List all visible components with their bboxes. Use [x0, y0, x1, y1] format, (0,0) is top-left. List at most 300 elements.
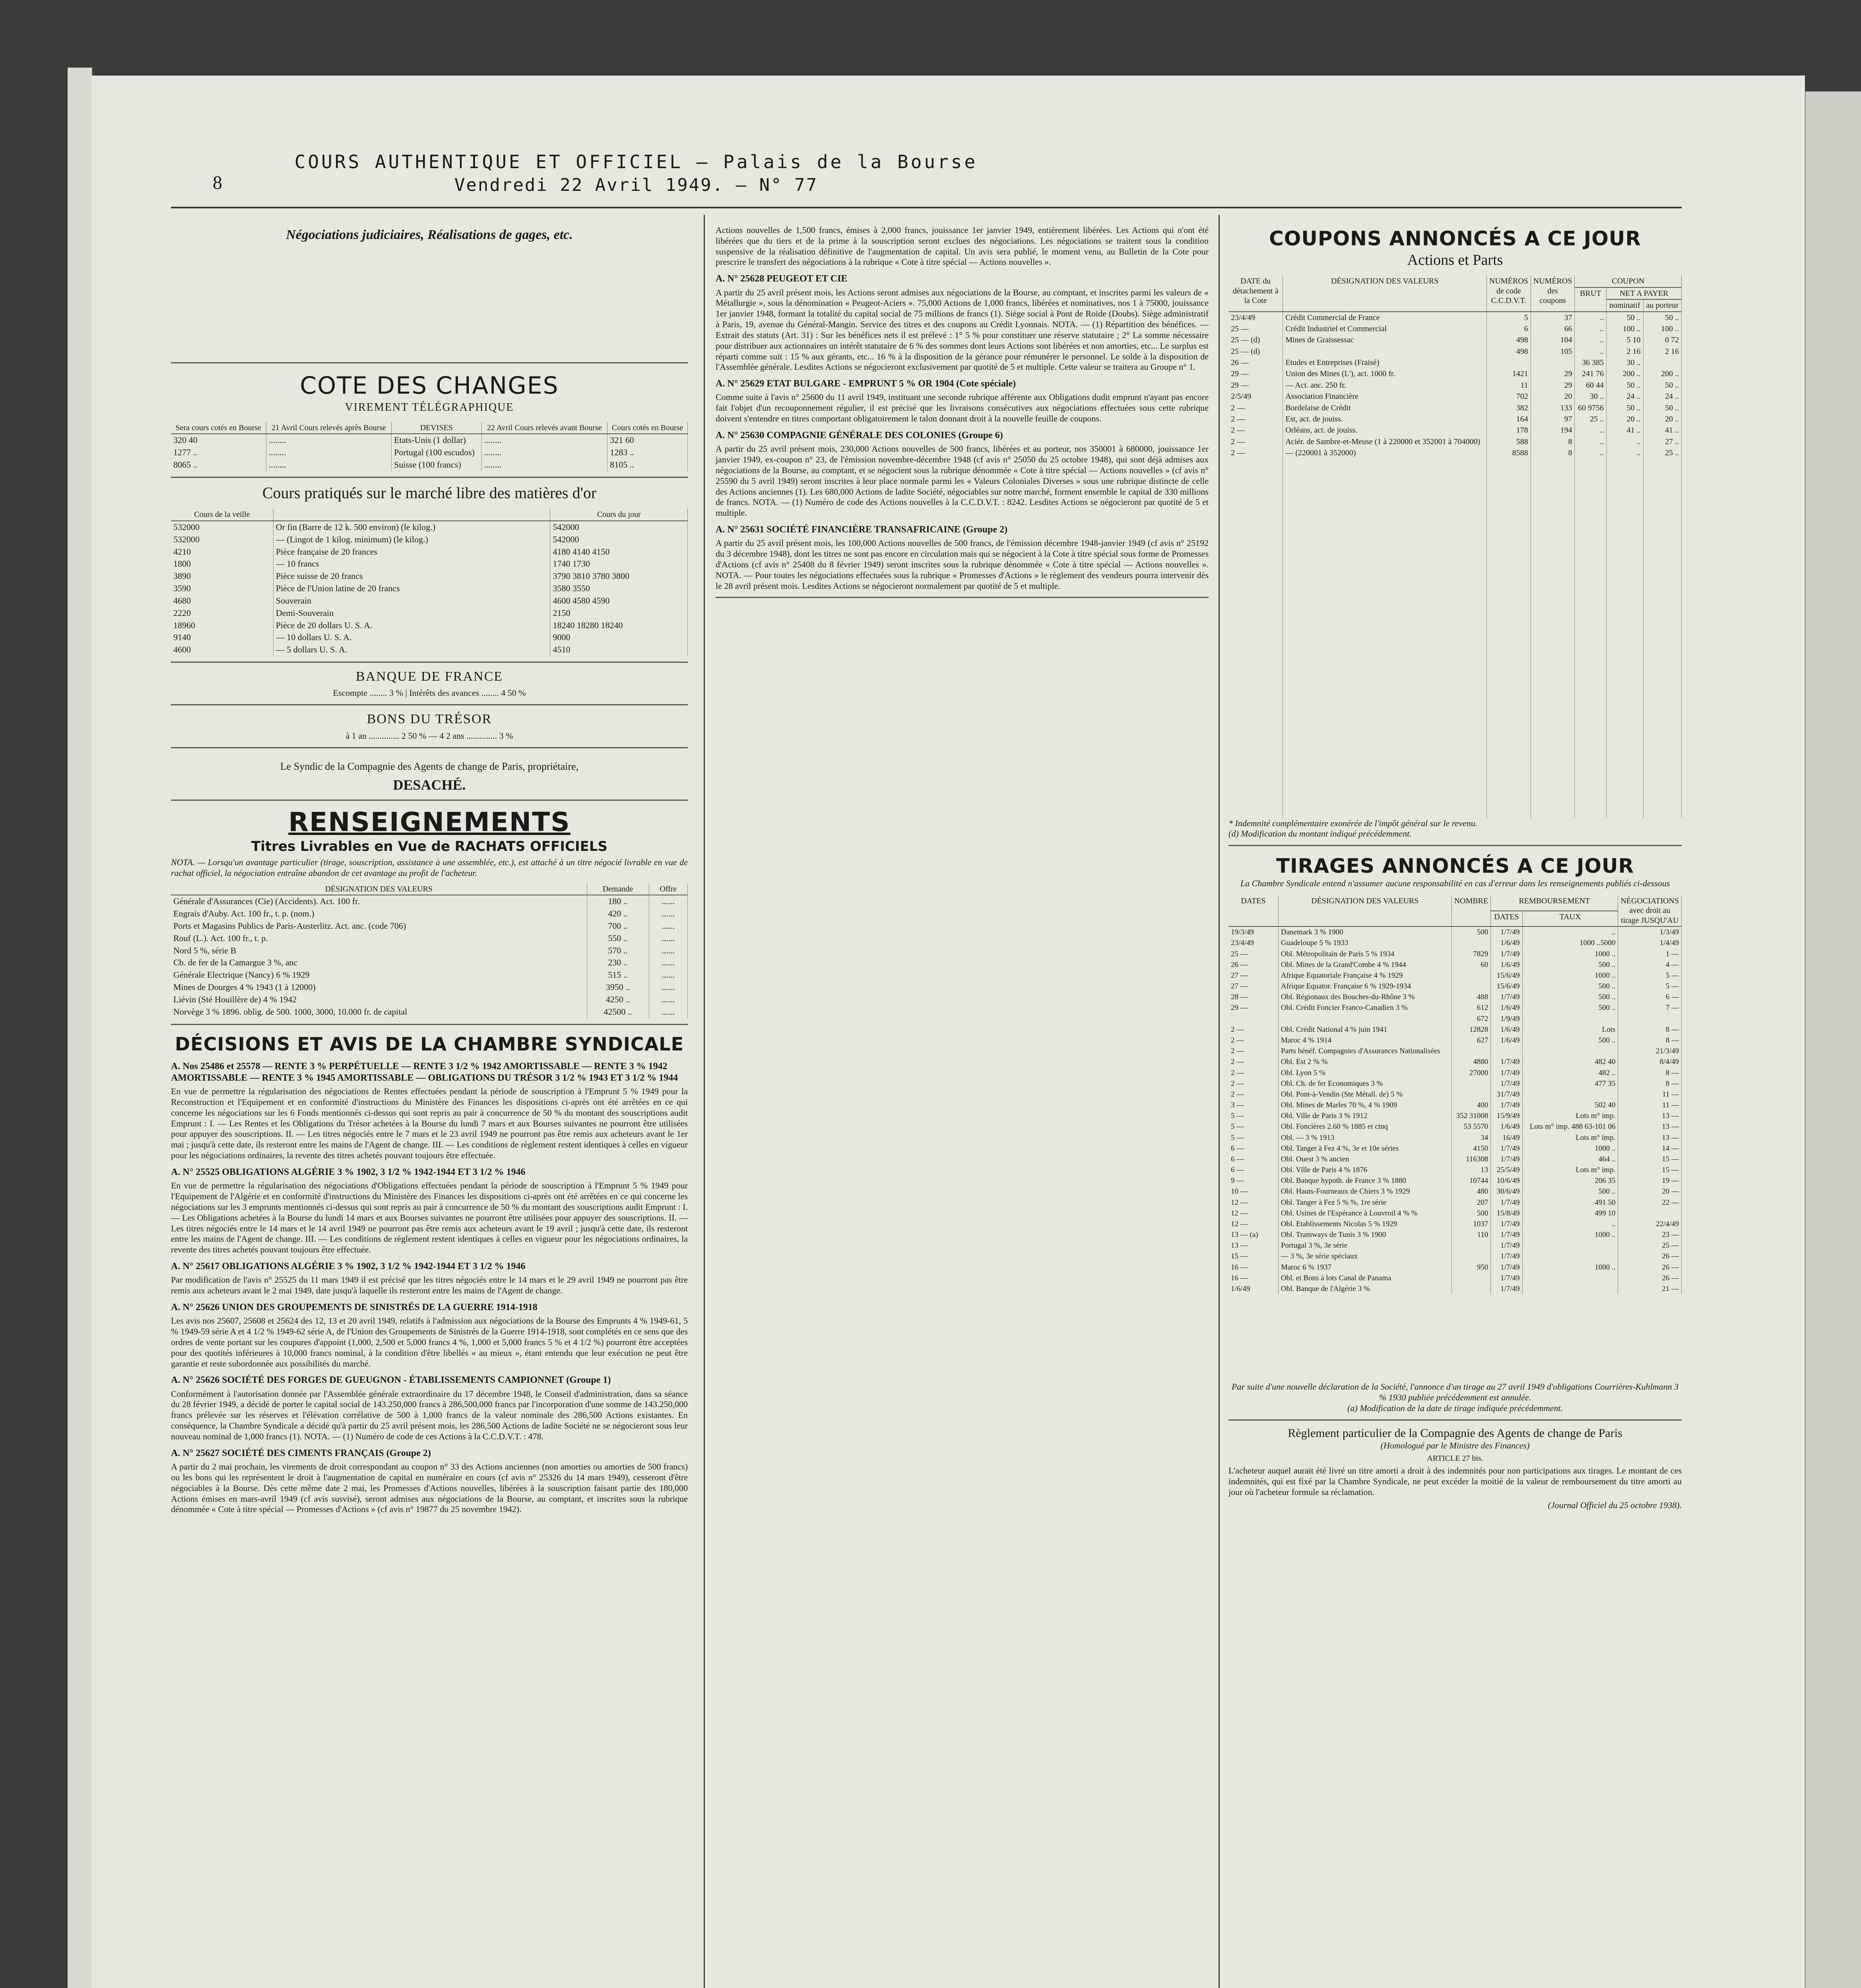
table-cell: 13 — [1228, 1240, 1278, 1251]
table-cell: 7 — [1618, 1002, 1682, 1013]
table-cell: 27 — [1228, 970, 1278, 981]
table-cell: 352 31008 [1452, 1110, 1491, 1121]
avis-item: A. N° 25628 PEUGEOT ET CIE A partir du 25 avril présent mois, les Actions seront admises aux négociations de la Bourse, au comptant, et inscrites parmi les valeurs de « Métallurgie », sous la dénomination « Peugeot-Aciers ». 75,000 Actions de 1,000 francs, libérées et nominatives, nos 1 à 75000, jouissance 1er janvier 1948, formant la totalité du capital social de 75 millions de francs (1). Siège social à Pont de Roide (Doubs). Siège administratif à Paris, 19, avenue du Général-Mangin. Service des titres et des coupons au Crédit Lyonnais. NOTA. — (1) Répartition des bénéfices. — Extrait des statuts (Art. 31) : Sur les bénéfices nets il est prélevé : 1° 5 % pour constituer une réserve statutaire ; 2° La somme nécessaire pour distribuer aux actionnaires un intérêt statutaire de 6 % des sommes dont leurs Actions sont libérées et non amorties, etc... Le surplus est réparti comme suit : 15 % aux gérants, etc... 16 % à la disposition de la gérance pour rémunérer le personnel. Le solde à la disposition de l'Assemblée générale. Lesdites Actions se négocieront exclusivement par quotité de 5 et multiple. Cette valeur se traitera au Groupe n° 1. [716, 274, 1209, 372]
table-cell: 8 — [1618, 1035, 1682, 1046]
table-cell: Obl. — 3 % 1913 [1278, 1132, 1452, 1143]
table-cell: 1/6/49 [1491, 1002, 1522, 1013]
table-cell: 15 — [1618, 1154, 1682, 1165]
table-cell: 477 35 [1522, 1078, 1618, 1089]
table-cell: 2 — [1228, 1068, 1278, 1078]
table-cell: 110 [1452, 1229, 1491, 1240]
table-cell: Maroc 4 % 1914 [1278, 1035, 1452, 1046]
table-cell: Portugal 3 %, 3e série [1278, 1240, 1452, 1251]
intro-text: Actions nouvelles de 1,500 francs, émises à 2,000 francs, jouissance 1er janvier 1949, entièrement libérées. Les Actions qui n'ont été libérées que du tiers et de la prime à la souscription seront exclues des négociations. Les négociations se traitent sous la condition suspensive de la réalisation définitive de l'augmentation de capital. Un avis sera publié, le moment venu, au Bulletin de la Cote pour prescrire le transfert des négociations à la rubrique « Cote à titre spécial — Actions nouvelles ». [716, 225, 1209, 267]
reglement-article: ARTICLE 27 bis. [1427, 1454, 1483, 1463]
table-cell: 10744 [1452, 1175, 1491, 1186]
table-cell: Afrique Equatoriale Française 4 % 1929 [1278, 970, 1452, 981]
table-row [1228, 1132, 1682, 1143]
table-cell: 6 — [1228, 1143, 1278, 1154]
table-row: 9140 — 10 dollars U. S. A. 9000 [171, 631, 688, 644]
table-cell [1228, 1013, 1278, 1024]
decisions-list [171, 1061, 688, 1515]
table-cell: 1/7/49 [1491, 1283, 1522, 1294]
table-cell: 10/6/49 [1491, 1175, 1522, 1186]
table-cell: Obl. Tanger à Fez 5 % %, 1re série [1278, 1197, 1452, 1208]
table-cell: 1/7/49 [1491, 949, 1522, 959]
avis-item: A. N° 25631 SOCIÉTÉ FINANCIÈRE TRANSAFRICAINE (Groupe 2) A partir du 25 avril présent mois, les 100,000 Actions nouvelles de 500 francs, de l'émission décembre 1948-janvier 1949 (cf avis n° 25192 du 3 décembre 1948), dont les titres ne sont pas encore en circulation mais qui se négocient à la Cote à titre spécial sous forme de Promesses d'Actions (cf avis n° 25408 du 8 février 1949) seront inscrites sous la rubrique dénommée « Cote à titre spécial — Actions nouvelles ». NOTA. — Pour toutes les négociations effectuées sous la rubrique « Promesses d'Actions » le règlement des vendeurs pourra intervenir dès le 28 avril présent mois. Lesdites Actions se négocieront normalement par quotité de 5 et multiple. [716, 524, 1209, 591]
table-cell: 1037 [1452, 1219, 1491, 1229]
table-row [1228, 1056, 1682, 1067]
table-row [1228, 1110, 1682, 1121]
table-row: 26 — Etudes et Entreprises (Fraisé) 36 385 30 .. [1228, 357, 1682, 368]
table-cell: 491 50 [1522, 1197, 1618, 1208]
table-cell: 16 — [1228, 1262, 1278, 1273]
banque-title: BANQUE DE FRANCE [355, 669, 503, 684]
table-cell [1618, 1208, 1682, 1219]
table-cell: 1/7/49 [1491, 1056, 1522, 1067]
table-cell [1452, 1046, 1491, 1056]
table-cell: 5 — [1618, 970, 1682, 981]
table-row: Cb. de fer de la Camargue 3 %, anc 230 .. ...... [171, 957, 688, 969]
table-cell: 12 — [1228, 1219, 1278, 1229]
table-cell: 15/8/49 [1491, 1208, 1522, 1219]
table-cell: Obl. Ch. de fer Economiques 3 % [1278, 1078, 1452, 1089]
table-cell: Obl. Ouest 3 % ancien [1278, 1154, 1452, 1165]
table-cell: Lots m° imp. [1522, 1165, 1618, 1175]
table-cell: Lots [1522, 1024, 1618, 1035]
table-cell: 482 .. [1522, 1068, 1618, 1078]
table-row: Nord 5 %, série B 570 .. ...... [171, 945, 688, 957]
table-cell: 34 [1452, 1132, 1491, 1143]
table-cell [1618, 1013, 1682, 1024]
column-divider [1219, 215, 1220, 1988]
table-cell: 1/7/49 [1491, 926, 1522, 938]
table-cell: 482 40 [1522, 1056, 1618, 1067]
table-cell: 11 — [1618, 1100, 1682, 1110]
table-cell: 400 [1452, 1100, 1491, 1110]
syndic-line: Le Syndic de la Compagnie des Agents de change de Paris, propriétaire, [280, 760, 579, 772]
table-cell: 4 — [1618, 959, 1682, 970]
table-cell: 12828 [1452, 1024, 1491, 1035]
table-row: 3590 Pièce de l'Union latine de 20 francs 3580 3550 [171, 582, 688, 595]
table-cell [1452, 1078, 1491, 1089]
table-cell [1452, 1283, 1491, 1294]
table-cell: 206 35 [1522, 1175, 1618, 1186]
table-row: 23/4/49 Crédit Commercial de France 5 37 .. 50 .. 50 .. [1228, 312, 1682, 323]
column-middle [716, 215, 1209, 604]
tirages-table: DATES DÉSIGNATION DES VALEURS NOMBRE REMBOURSEMENT NÉGOCIATIONS avec droit au tirage JUSQU'AU DATES TAUX 19/3/49 Danemark 3 % 1900 500 1/7/49 .. 1/3/49 23/4/49 Guadeloupe 5 % 1933 1/6/49 1000 ..5000 1/4/49 25 — Obl. Métropolitain de Paris 5 % 1934 7829 1/7/49 1000 .. 1 — 26 — Obl. Mines de la Grand'Combe 4 % 1944 60 1/6/49 500 .. 4 — 27 — Afrique Equatoriale Française 4 % 1929 15/6/49 1000 .. 5 — 27 — Afrique Equator. Française 6 % 1929-1934 15/6/49 500 .. 5 — 28 — Obl. Régionaux des Bouches-du-Rhône 3 % 488 1/7/49 500 .. 6 — 29 — Obl. Crédit Foncier Franco-Canadien 3 % 612 1/6/49 500 .. 7 — 672 1/9/49 2 — Obl. Crédit National 4 % juin 1941 12828 1/6/49 Lots 8 — 2 — Maroc 4 % 1914 627 1/6/49 500 .. 8 — 2 — Parts bénéf. Compagnies d'Assurances Nationalisées 21/3/49 2 — Obl. Est 2 % % 4880 1/7/49 482 40 8/4/49 2 — Obl. Lyon 5 % 27000 1/7/49 482 .. 8 — 2 — Obl. Ch. de fer Economiques 3 % 1/7/49 477 35 8 — 2 — Obl. Pont-à-Vendin (Ste Métall. de) 5 % 31/7/49 11 — 3 — Obl. Mines de Marles 70 %, 4 % 1909 400 1/7/49 502 40 11 — 5 — Obl. Ville de Paris 3 % 1912 352 31008 15/9/49 Lots m° imp. 13 — 5 — Obl. Foncières 2.60 % 1885 et cinq 53 5570 1/6/49 Lots m° imp. 488 63-101 06 13 — 5 — Obl. — 3 % 1913 34 16/49 Lots m° imp. 13 — 6 — Obl. Tanger à Fez 4 %, 3e et 10e séries 4150 1/7/49 1000 .. 14 — 6 — Obl. Ouest 3 % ancien 116308 1/7/49 464 .. 15 — 6 — Obl. Ville de Paris 4 % 1876 13 25/5/49 Lots m° imp. 15 — 9 — Obl. Banque hypoth. de France 3 % 1880 10744 10/6/49 206 35 19 — 10 — Obl. Hauts-Fourneaux de Chiers 3 % 1929 480 30/6/49 500 .. 20 — 12 — Obl. Tanger à Fez 5 % %, 1re série 207 1/7/49 491 50 22 — 12 — Obl. Usines de l'Espérance à Louvroil 4 % % 500 15/8/49 499 10 12 — Obl. Etablissements Nicolas 5 % 1929 1037 1/7/49 .. 22/4/49 13 — (a) Obl. Tramways de Tunis 3 % 1900 110 1/7/49 1000 .. 23 — 13 — Portugal 3 %, 3e série 1/7/49 25 — 15 — — 3 %, 3e série spéciaux 1/7/49 26 — 16 — Maroc 6 % 1937 950 1/7/49 1000 .. 26 — 16 — Obl. et Bons à lots Canal de Panama 1/7/49 26 — 1/6/49 Obl. Banque de l'Algérie 3 % 1/7/49 21 — [1228, 895, 1682, 1294]
table-cell: 15/6/49 [1491, 981, 1522, 992]
table-cell: Obl. Ville de Paris 4 % 1876 [1278, 1165, 1452, 1175]
table-row: 2 — Est, act. de jouiss. 164 97 25 .. 20 .. 20 .. [1228, 414, 1682, 425]
changes-subtitle: VIREMENT TÉLÉGRAPHIQUE [345, 401, 514, 414]
table-cell: Lots m° imp. [1522, 1132, 1618, 1143]
table-cell: 9 — [1228, 1175, 1278, 1186]
table-cell: 3 — [1228, 1100, 1278, 1110]
table-cell: Obl. Régionaux des Bouches-du-Rhône 3 % [1278, 992, 1452, 1002]
table-cell: 1 — [1618, 949, 1682, 959]
tirages-title: TIRAGES ANNONCÉS A CE JOUR [1276, 854, 1634, 878]
table-row: 2 — Bordelaise de Crédit 382 133 60 9756 50 .. 50 .. [1228, 402, 1682, 414]
table-cell: 1/7/49 [1491, 992, 1522, 1002]
table-row: Générale Electrique (Nancy) 6 % 1929 515 .. ...... [171, 969, 688, 981]
coupons-note: (d) Modification du montant indiqué précédemment. [1228, 829, 1412, 839]
table-cell [1522, 1283, 1618, 1294]
table-cell: 15/9/49 [1491, 1110, 1522, 1121]
decision-item: A. N° 25626 SOCIÉTÉ DES FORGES DE GUEUGNON - ÉTABLISSEMENTS CAMPIONNET (Groupe 1) Conformément à l'autorisation donnée par l'Assemblée générale extraordinaire du 17 décembre 1948, le Conseil d'administration, dans sa séance du 28 février 1949, a décidé de porter le capital social de 143.250,000 francs à 286,500,000 francs par l'incorporation d'une somme de 143.250,000 francs prélevée sur les réserves et l'élévation corrélative de 500 à 1,000 francs de la valeur nominale des 286,500 Actions existantes. En conséquence, la Chambre Syndicale a décidé qu'à partir du 25 avril présent mois, les 286,500 Actions de ladite Société ne se négocieront sous leur nouveau nominal de 1,000 francs (1). NOTA. — (1) Numéro de code de ces Actions à la C.C.D.V.T. : 478. [171, 1375, 688, 1441]
table-cell: 15 — [1618, 1165, 1682, 1175]
table-row [1228, 1024, 1682, 1035]
table-cell: 14 — [1618, 1143, 1682, 1154]
table-cell: Danemark 3 % 1900 [1278, 926, 1452, 938]
table-cell: Obl. Mines de Marles 70 %, 4 % 1909 [1278, 1100, 1452, 1110]
reglement-text: L'acheteur auquel aurait été livré un titre amorti a droit à des indemnités pour non participations aux tirages. Le montant de ces indemnités, qui est fixé par la Chambre Syndicale, ne peut excéder la moitié de la valeur de remboursement du titre amorti au jour où l'acheteur formule sa réclamation. [1228, 1466, 1682, 1497]
table-row: 4680 Souverain 4600 4580 4590 [171, 595, 688, 607]
decision-item: A. N° 25626 UNION DES GROUPEMENTS DE SINISTRÉS DE LA GUERRE 1914-1918 Les avis nos 25607, 25608 et 25624 des 12, 13 et 20 avril 1949, relatifs à l'admission aux négociations de la Bourse des Emprunts 4 % 1949-61, 5 % 1949-59 série A et 4 1/2 % 1949-62 série A, de l'Union des Groupements de Sinistrés de la Guerre 1914-1918, sont complétés en ce sens que des ordres de vente portant sur les coupures d'appoint (1,000, 2,500 et 5,000 francs 4 %, 1,000 et 5,000 francs 5 % et 4 1/2 %) pourront être acceptées pour des quotités inférieures à 10,000 francs nominal, à la condition d'être libellés « au mieux », étant entendu que leur exécution ne peut être garantie et reste subordonnée aux possibilités du marché. [171, 1302, 688, 1369]
table-row [1228, 981, 1682, 992]
table-row [1228, 1251, 1682, 1262]
masthead [199, 151, 1073, 195]
table-row [1228, 959, 1682, 970]
table-cell: 25/5/49 [1491, 1165, 1522, 1175]
table-cell: 1/7/49 [1491, 1240, 1522, 1251]
table-row: 532000 — (Lingot de 1 kilog. minimum) (le kilog.) 542000 [171, 534, 688, 546]
table-cell: 2 — [1228, 1024, 1278, 1035]
tirages-note: (a) Modification de la date de tirage indiquée précédemment. [1347, 1403, 1563, 1413]
table-cell: 2 — [1228, 1056, 1278, 1067]
table-row [1228, 1013, 1682, 1024]
table-cell: 1000 .. [1522, 1143, 1618, 1154]
table-cell: 1/6/49 [1491, 938, 1522, 948]
decision-item: A. N° 25627 SOCIÉTÉ DES CIMENTS FRANÇAIS (Groupe 2) A partir du 2 mai prochain, les virements de droit correspondant au coupon n° 33 des Actions anciennes (non amorties ou amorties de 500 francs) ou les bons qui les représentent le droit à l'augmentation de capital en numéraire en cours (cf avis n° 25326 du 14 mars 1949), cesseront d'être négociables à la Bourse. Dès cette même date 2 mai, les Promesses d'Actions nouvelles, libérées à la souscription faisant partie des 180,000 Actions émises en mars-avril 1949 (cf avis susvisé), seront admises aux négociations de la Bourse, au comptant, et inscrites sous la rubrique dénommée « Cote à titre spécial — Promesses d'Actions » (cf avis n° 19877 du 25 novembre 1942). [171, 1448, 688, 1514]
table-cell: 464 .. [1522, 1154, 1618, 1165]
table-cell: .. [1522, 926, 1618, 938]
table-cell: 1/6/49 [1491, 959, 1522, 970]
table-cell: 8 — [1618, 1024, 1682, 1035]
table-cell: 30/6/49 [1491, 1186, 1522, 1197]
table-cell: 15 — [1228, 1251, 1278, 1262]
table-cell: Obl. Pont-à-Vendin (Ste Métall. de) 5 % [1278, 1089, 1452, 1100]
table-cell [1522, 1089, 1618, 1100]
table-cell: 10 — [1228, 1186, 1278, 1197]
table-cell: 13 [1452, 1165, 1491, 1175]
table-row [1228, 1273, 1682, 1283]
column-right [1228, 215, 1682, 1513]
table-cell: Obl. Banque de l'Algérie 3 % [1278, 1283, 1452, 1294]
table-cell: 500 .. [1522, 959, 1618, 970]
table-cell: 1/6/49 [1228, 1283, 1278, 1294]
table-row [1228, 992, 1682, 1002]
table-row: Engrais d'Auby. Act. 100 fr., t. p. (nom.) 420 .. ...... [171, 908, 688, 920]
table-cell: 13 — [1618, 1132, 1682, 1143]
table-cell: 1/4/49 [1618, 938, 1682, 948]
page-stack-edge [68, 68, 80, 1988]
renseignements-title: RENSEIGNEMENTS [288, 807, 571, 838]
table-cell: Obl. Ville de Paris 3 % 1912 [1278, 1110, 1452, 1121]
table-row: Ports et Magasins Publics de Paris-Austerlitz. Act. anc. (code 706) 700 .. ...... [171, 920, 688, 932]
table-cell: 22/4/49 [1618, 1219, 1682, 1229]
or-table: Cours de la veille Cours du jour 532000 Or fin (Barre de 12 k. 500 environ) (le kilog.) 542000 532000 — (Lingot de 1 kilog. minimum) (le kilog.) 542000 4210 Pièce française de 20 frances 4180 4140 4150 1800 — 10 francs 1740 1730 3890 Pièce suisse de 20 francs 3790 3810 3780 3800 3590 Pièce de l'Union latine de 20 francs 3580 3550 4680 Souverain 4600 4580 4590 2220 Demi-Souverain 2150 18960 Pièce de 20 dollars U. S. A. 18240 18280 18240 9140 — 10 dollars U. S. A. 9000 4600 — 5 dollars U. S. A. 4510 [171, 509, 688, 656]
table-row [1228, 1089, 1682, 1100]
table-row: Norvège 3 % 1896. oblig. de 500. 1000, 3000, 10.000 fr. de capital 42500 .. ...... [171, 1006, 688, 1018]
bons-title: BONS DU TRÉSOR [367, 712, 492, 727]
changes-col-head: DEVISES [392, 422, 481, 434]
table-row: 25 — (d) Mines de Graissessac 498 104 .. 5 10 0 72 [1228, 334, 1682, 346]
table-cell: Lots m° imp. 488 63-101 06 [1522, 1121, 1618, 1132]
table-cell: 13 — [1618, 1110, 1682, 1121]
negociations-title: Négociations judiciaires, Réalisations de gages, etc. [286, 227, 573, 242]
table-cell [1522, 1251, 1618, 1262]
table-cell: Obl. Mines de la Grand'Combe 4 % 1944 [1278, 959, 1452, 970]
table-cell [1452, 970, 1491, 981]
table-cell: 5 — [1618, 981, 1682, 992]
table-cell: 23 — [1618, 1229, 1682, 1240]
table-row [1228, 1078, 1682, 1089]
table-cell: 4880 [1452, 1056, 1491, 1067]
table-cell: 16 — [1228, 1273, 1278, 1283]
table-cell: .. [1522, 1219, 1618, 1229]
table-cell: 27000 [1452, 1068, 1491, 1078]
table-cell: 26 — [1228, 959, 1278, 970]
table-cell: 1/7/49 [1491, 1229, 1522, 1240]
table-cell: 950 [1452, 1262, 1491, 1273]
table-row: 29 — Union des Mines (L'), act. 1000 fr. 1421 29 241 76 200 .. 200 .. [1228, 368, 1682, 379]
table-cell: 21 — [1618, 1283, 1682, 1294]
table-row [1228, 1068, 1682, 1078]
table-cell: 25 — [1618, 1240, 1682, 1251]
table-row: 2 — — (220001 à 352000) 8588 8 .. .. 25 .. [1228, 447, 1682, 458]
table-row [1228, 1035, 1682, 1046]
table-cell: 500 .. [1522, 981, 1618, 992]
decision-item: A. N° 25525 OBLIGATIONS ALGÉRIE 3 % 1902, 3 1/2 % 1942-1944 ET 3 1/2 % 1946 En vue de permettre la régularisation des négociations d'Obligations effectuées pendant la période de souscription à l'Emprunt 5 % 1949 pour l'Equipement de l'Algérie et en conformité d'instructions du Ministère des Finances les dispositions ci-après ont été arrêtées en ce qui concerne les négociations sur les 3 emprunts mentionnés ci-dessus qui sont repris au pair à concurrence de 50 % du montant des souscriptions audit Emprunt : I. — Les Obligations achetées à la Bourse du lundi 14 mars et aux Bourses suivantes ne pourront être utilisées pour appuyer des souscriptions. II. — Les titres négociés entre le 14 mars et le 14 avril 1949 ne pourront pas être remis aux acheteurs avant le 19 avril ; jusqu'à cette date, ils resteront entre les mains de l'Agent de change. III. — Les conditions de règlement restent identiques à celles en vigueur pour les négociations ordinaires, la revente des titres achetés pouvant toujours être effectuée. [171, 1167, 688, 1255]
table-cell: Obl. Tramways de Tunis 3 % 1900 [1278, 1229, 1452, 1240]
table-cell [1522, 1240, 1618, 1251]
table-cell: 7829 [1452, 949, 1491, 959]
table-cell: 60 [1452, 959, 1491, 970]
table-cell [1452, 1089, 1491, 1100]
table-cell: 1/7/49 [1491, 1100, 1522, 1110]
table-cell: 1000 ..5000 [1522, 938, 1618, 948]
table-row: Rouf (L.). Act. 100 fr., t. p. 550 .. ...... [171, 932, 688, 945]
table-cell: 1/3/49 [1618, 926, 1682, 938]
table-row [1228, 938, 1682, 948]
table-row: 320 40 ........ Etats-Unis (1 dollar) ........ 321 60 [171, 434, 688, 447]
table-cell: — 3 %, 3e série spéciaux [1278, 1251, 1452, 1262]
syndic-name: DESACHÉ. [393, 777, 466, 793]
table-row: 2220 Demi-Souverain 2150 [171, 607, 688, 619]
table-cell: 20 — [1618, 1186, 1682, 1197]
changes-col-head: Sera cours cotés en Bourse [171, 422, 266, 434]
table-row: 532000 Or fin (Barre de 12 k. 500 environ) (le kilog.) 542000 [171, 521, 688, 534]
table-cell: Obl. Banque hypoth. de France 3 % 1880 [1278, 1175, 1452, 1186]
coupons-title: COUPONS ANNONCÉS A CE JOUR [1269, 227, 1641, 250]
table-cell: 1/7/49 [1491, 1197, 1522, 1208]
renseignements-subtitle: Titres Livrables en Vue de RACHATS OFFICIELS [251, 838, 607, 854]
table-row: 25 — (d) 498 105 .. 2 16 2 16 [1228, 346, 1682, 357]
changes-col-head: Cours cotés en Bourse [607, 422, 688, 434]
table-cell: Obl. Métropolitain de Paris 5 % 1934 [1278, 949, 1452, 959]
masthead-date: Vendredi 22 Avril 1949. — N° 77 [454, 175, 818, 195]
table-cell: 1/7/49 [1491, 1251, 1522, 1262]
table-cell [1452, 938, 1491, 948]
table-row: 25 — Crédit Industriel et Commercial 6 66 .. 100 .. 100 .. [1228, 323, 1682, 334]
table-cell: 29 — [1228, 1002, 1278, 1013]
table-cell: 2 — [1228, 1046, 1278, 1056]
table-row: 1800 — 10 francs 1740 1730 [171, 558, 688, 570]
table-row [1228, 1165, 1682, 1175]
table-cell: 672 [1452, 1013, 1491, 1024]
table-cell: Obl. Crédit National 4 % juin 1941 [1278, 1024, 1452, 1035]
table-cell: Afrique Equator. Française 6 % 1929-1934 [1278, 981, 1452, 992]
table-cell: Obl. Tanger à Fez 4 %, 3e et 10e séries [1278, 1143, 1452, 1154]
table-cell [1491, 1046, 1522, 1056]
table-cell: 500 .. [1522, 1002, 1618, 1013]
table-row [1228, 1143, 1682, 1154]
table-cell: Obl. Hauts-Fourneaux de Chiers 3 % 1929 [1278, 1186, 1452, 1197]
reglement-source: (Journal Officiel du 25 octobre 1938). [1548, 1500, 1682, 1510]
table-row: Mines de Dourges 4 % 1943 (1 à 12000) 3950 .. ...... [171, 981, 688, 994]
table-cell: Obl. Foncières 2.60 % 1885 et cinq [1278, 1121, 1452, 1132]
table-cell: 27 — [1228, 981, 1278, 992]
table-cell: 4150 [1452, 1143, 1491, 1154]
reglement-subtitle: (Homologué par le Ministre des Finances) [1380, 1441, 1530, 1451]
table-cell [1522, 1013, 1618, 1024]
coupons-subtitle: Actions et Parts [1407, 252, 1503, 268]
table-row: 3890 Pièce suisse de 20 francs 3790 3810 3780 3800 [171, 570, 688, 582]
table-cell: 1/7/49 [1491, 1154, 1522, 1165]
table-cell: 612 [1452, 1002, 1491, 1013]
table-cell: 1000 .. [1522, 970, 1618, 981]
table-cell: 1000 .. [1522, 949, 1618, 959]
table-cell: 1/7/49 [1491, 1078, 1522, 1089]
table-row [1228, 1283, 1682, 1294]
table-row: 1277 .. ........ Portugal (100 escudos) ........ 1283 .. [171, 447, 688, 459]
table-row [1228, 1219, 1682, 1229]
table-cell [1522, 1046, 1618, 1056]
table-cell: 500 [1452, 1208, 1491, 1219]
table-row [1228, 1046, 1682, 1056]
table-cell: 23/4/49 [1228, 938, 1278, 948]
table-cell: 19 — [1618, 1175, 1682, 1186]
table-row: 2/5/49 Association Financière 702 20 30 .. 24 .. 24 .. [1228, 391, 1682, 402]
table-cell [1452, 981, 1491, 992]
table-cell: 1/6/49 [1491, 1035, 1522, 1046]
table-row [1228, 1002, 1682, 1013]
header-rule [171, 207, 1682, 208]
reglement-title: Règlement particulier de la Compagnie des Agents de change de Paris [1288, 1426, 1622, 1440]
table-cell [1452, 1240, 1491, 1251]
page-number: 8 [213, 172, 222, 193]
table-cell: 207 [1452, 1197, 1491, 1208]
table-row [1228, 949, 1682, 959]
column-left [171, 215, 688, 1517]
table-row: 2 — Orléans, act. de jouiss. 178 194 .. 41 .. 41 .. [1228, 425, 1682, 436]
table-cell: Maroc 6 % 1937 [1278, 1262, 1452, 1273]
tirages-note: Par suite d'une nouvelle déclaration de la Société, l'annonce d'un tirage au 27 avril 1949 d'obligations Courrières-Kuhlmann 3 % 1930 publiée précédemment est annulée. [1232, 1382, 1679, 1402]
table-cell: Lots m° imp. [1522, 1110, 1618, 1121]
table-cell: 1000 .. [1522, 1262, 1618, 1273]
table-row [1228, 1240, 1682, 1251]
table-cell: 11 — [1618, 1089, 1682, 1100]
table-cell: 2 — [1228, 1078, 1278, 1089]
table-cell: 1/7/49 [1491, 1068, 1522, 1078]
tirages-subtitle: La Chambre Syndicale entend n'assumer aucune responsabilité en cas d'erreur dans les renseignements publiés ci-dessous [1240, 878, 1670, 889]
table-cell: 500 [1452, 926, 1491, 938]
table-cell: 26 — [1618, 1251, 1682, 1262]
table-cell: 502 40 [1522, 1100, 1618, 1110]
table-cell: 5 — [1228, 1121, 1278, 1132]
table-cell: 627 [1452, 1035, 1491, 1046]
banque-line: Escompte ........ 3 % | Intérêts des avances ........ 4 50 % [333, 688, 526, 698]
table-row: 29 — — Act. anc. 250 fr. 11 29 60 44 50 .. 50 .. [1228, 380, 1682, 391]
facing-page-strip [1805, 91, 1861, 1988]
decisions-title: DÉCISIONS ET AVIS DE LA CHAMBRE SYNDICALE [175, 1033, 684, 1055]
table-cell: 1/7/49 [1491, 1273, 1522, 1283]
or-title: Cours pratiqués sur le marché libre des matières d'or [262, 483, 597, 502]
table-cell: 16/49 [1491, 1132, 1522, 1143]
avis-item: A. N° 25630 COMPAGNIE GÉNÉRALE DES COLONIES (Groupe 6) A partir du 25 avril présent mois, 230,000 Actions nouvelles de 500 francs, libérées et au porteur, nos 350001 à 680000, jouissance 1er janvier 1949, ex-coupon n° 23, de l'émission novembre-décembre 1948 (cf avis n° 25050 du 25 octobre 1948), qui sont déjà admises aux négociations de la Bourse, au comptant, et se négocient sous la rubrique dénommée « Cote à titre spécial — Actions nouvelles » (cf avis n° 25590 du 5 avril 1949) seront inscrites à leur place normale parmi les « Valeurs Coloniales Diverses » sous une rubrique distincte de celle des Actions anciennes (1). Les 680,000 Actions de ladite Société, négociables sur notre marché, forment ensemble le capital de 330 millions de francs. NOTA. — (1) Numéro de code des Actions nouvelles à la C.C.D.V.T. : 8242. Lesdites Actions se négocieront par quotité de 5 et multiple. [716, 430, 1209, 518]
table-row: 2 — Aciér. de Sambre-et-Meuse (1 à 220000 et 352001 à 704000) 588 8 .. .. 27 .. [1228, 436, 1682, 447]
table-row: Liévin (Sté Houillère de) 4 % 1942 4250 .. ...... [171, 994, 688, 1006]
table-cell: 1/7/49 [1491, 1262, 1522, 1273]
table-row [1228, 926, 1682, 938]
table-cell: 5 — [1228, 1110, 1278, 1121]
decision-item: A. N° 25617 OBLIGATIONS ALGÉRIE 3 % 1902, 3 1/2 % 1942-1944 ET 3 1/2 % 1946 Par modification de l'avis n° 25525 du 11 mars 1949 il est précisé que les titres négociés entre le 14 mars et le 29 avril 1949 ne pourront pas être remis aux acheteurs avant le 2 mai 1949, date jusqu'à laquelle ils resteront entre les mains de l'Agent de change. [171, 1261, 688, 1296]
table-cell: Guadeloupe 5 % 1933 [1278, 938, 1452, 948]
column-divider [704, 215, 705, 1988]
table-cell: Obl. Lyon 5 % [1278, 1068, 1452, 1078]
table-cell: 480 [1452, 1186, 1491, 1197]
table-row [1228, 1197, 1682, 1208]
table-cell: 25 — [1228, 949, 1278, 959]
table-cell: 6 — [1228, 1165, 1278, 1175]
table-row: 8065 .. ........ Suisse (100 francs) ........ 8105 .. [171, 459, 688, 471]
table-row [1228, 1262, 1682, 1273]
table-cell: Obl. et Bons à lots Canal de Panama [1278, 1273, 1452, 1283]
table-cell: 28 — [1228, 992, 1278, 1002]
table-row [1228, 1208, 1682, 1219]
coupons-table: DATE du détachement à la Cote DÉSIGNATION DES VALEURS NUMÉROS de code C.C.D.V.T. NUMÉROS des coupons COUPON BRUT NET A PAYER nominatif au porteur 23/4/49 Crédit Commercial de France 5 37 .. 50 .. 50 .. 25 — Crédit Industriel et Commercial 6 66 .. 100 .. 100 .. 25 — (d) Mines de Graissessac 498 104 .. 5 10 0 72 25 — (d) 498 105 .. 2 16 2 16 26 — Etudes et Entreprises (Fraisé) 36 385 30 .. 29 — Union des Mines (L'), act. 1000 fr. 1421 29 241 76 200 .. 200 .. 29 — — Act. anc. 250 fr. 11 29 60 44 50 .. 50 .. 2/5/49 Association Financière 702 20 30 .. 24 .. 24 .. 2 — Bordelaise de Crédit 382 133 60 9756 50 .. 50 .. 2 — Est, act. de jouiss. 164 97 25 .. 20 .. 20 .. 2 — Orléans, act. de jouiss. 178 194 .. 41 .. 41 .. 2 — Aciér. de Sambre-et-Meuse (1 à 220000 et 352001 à 704000) 588 8 .. .. 27 .. 2 — — (220001 à 352000) 8588 8 .. .. 25 .. [1228, 276, 1682, 818]
table-cell [1452, 1251, 1491, 1262]
table-cell: 488 [1452, 992, 1491, 1002]
table-cell: 12 — [1228, 1197, 1278, 1208]
renseignements-nota: NOTA. — Lorsqu'un avantage particulier (tirage, souscription, assistance à une assemblée, etc.), est attaché à un titre négocié livrable en vue de rachat officiel, la négociation entraîne abandon de cet avantage au profit de l'acheteur. [171, 857, 688, 878]
table-row [1228, 970, 1682, 981]
changes-table [171, 422, 688, 471]
table-cell: 2 — [1228, 1089, 1278, 1100]
table-cell [1452, 1273, 1491, 1283]
table-cell: 1/7/49 [1491, 1143, 1522, 1154]
masthead-title: COURS AUTHENTIQUE ET OFFICIEL — Palais de la Bourse [294, 151, 978, 173]
table-row: 4210 Pièce française de 20 frances 4180 4140 4150 [171, 546, 688, 558]
table-cell: 1/6/49 [1491, 1121, 1522, 1132]
table-row [1228, 1154, 1682, 1165]
table-cell: 8 — [1618, 1068, 1682, 1078]
table-cell [1278, 1013, 1452, 1024]
table-cell: 1/7/49 [1491, 1219, 1522, 1229]
rachats-table: DÉSIGNATION DES VALEURS Demande Offre Générale d'Assurances (Cie) (Accidents). Act. 100 fr. 180 .. ...... Engrais d'Auby. Act. 100 fr., t. p. (nom.) 420 .. ...... Ports et Magasins Publics de Paris-Austerlitz. Act. anc. (code 706) 700 .. ...... Rouf (L.). Act. 100 fr., t. p. 550 .. ...... Nord 5 %, série B 570 .. ...... Cb. de fer de la Camargue 3 %, anc 230 .. ...... Générale Electrique (Nancy) 6 % 1929 515 .. ...... Mines de Dourges 4 % 1943 (1 à 12000) 3950 .. ...... Liévin (Sté Houillère de) 4 % 1942 4250 .. ...... Norvège 3 % 1896. oblig. de 500. 1000, 3000, 10.000 fr. de capital 42500 .. ...... [171, 883, 688, 1018]
table-row: Générale d'Assurances (Cie) (Accidents). Act. 100 fr. 180 .. ...... [171, 895, 688, 908]
table-row: 18960 Pièce de 20 dollars U. S. A. 18240 18280 18240 [171, 619, 688, 632]
table-cell: Obl. Crédit Foncier Franco-Canadien 3 % [1278, 1002, 1452, 1013]
table-cell: 31/7/49 [1491, 1089, 1522, 1100]
table-row [1228, 1186, 1682, 1197]
table-cell: 8/4/49 [1618, 1056, 1682, 1067]
table-cell: 5 — [1228, 1132, 1278, 1143]
table-cell: 22 — [1618, 1197, 1682, 1208]
changes-col-head: 21 Avril Cours relevés après Bourse [266, 422, 392, 434]
table-cell: 6 — [1618, 992, 1682, 1002]
